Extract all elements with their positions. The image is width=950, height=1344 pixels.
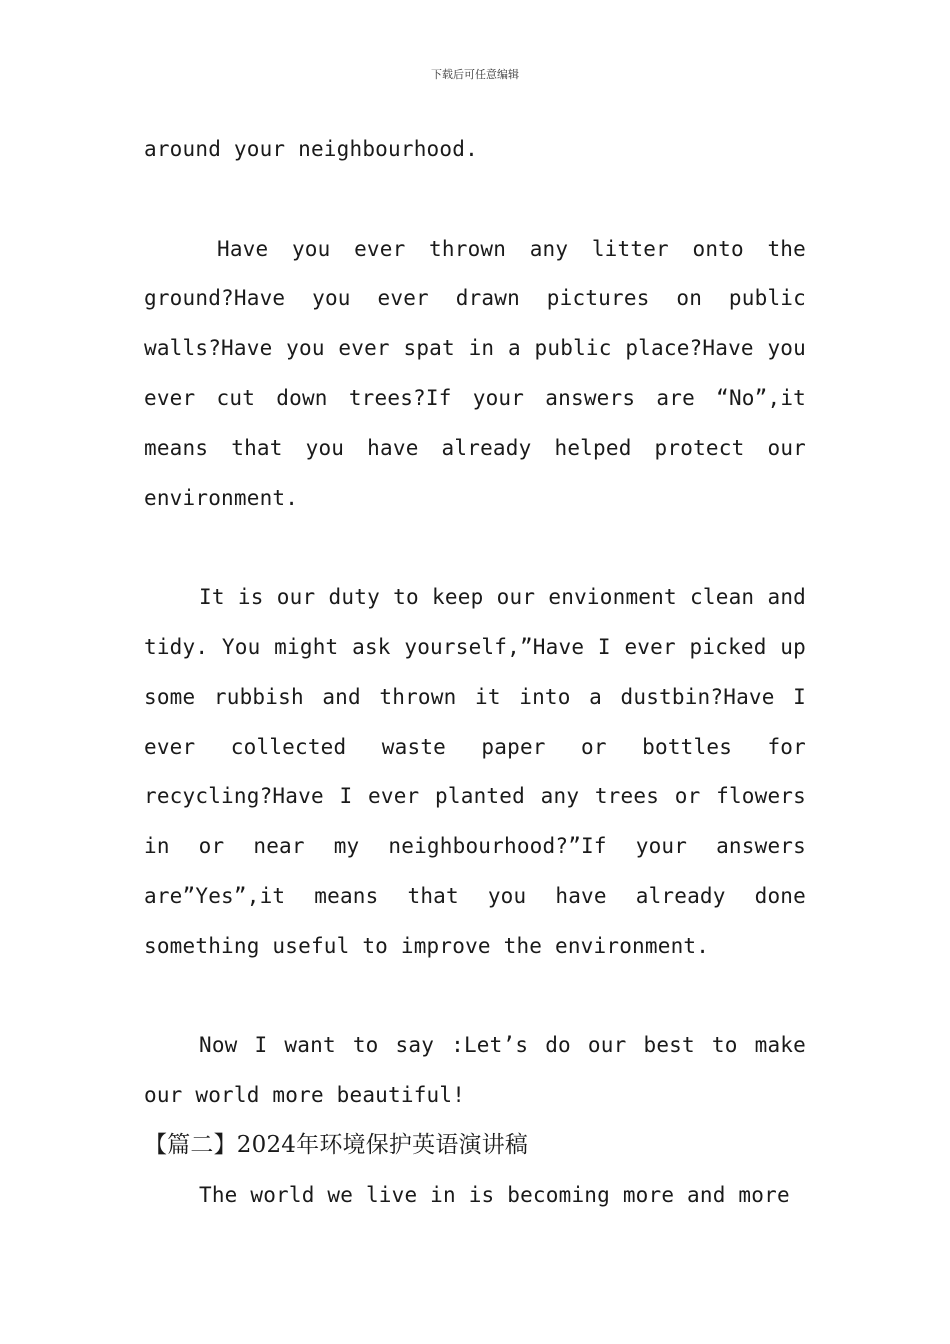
- paragraph-5: The world we live in is becoming more and more: [199, 1182, 790, 1207]
- section-heading: 【篇二】2024年环境保护英语演讲稿: [144, 1131, 529, 1158]
- paragraph-gap: [144, 523, 806, 573]
- paragraph-3: It is our duty to keep our envionment clean and tidy. You might ask yourself,”Have I ever picked up some rubbish and thrown it into a dustbin?Have I ever collected waste paper or bottles for recycling?Have I ever planted any trees or flowers in or near my neighbourhood?”If your answers are”Yes”,it means that you have already done something useful to improve the environment.: [144, 585, 806, 958]
- paragraph-gap: [144, 972, 806, 1022]
- page-header: 下载后可任意编辑: [431, 68, 519, 81]
- paragraph-4: Now I want to say :Let’s do our best to make our world more beautiful!: [144, 1033, 806, 1108]
- paragraph-1: around your neighbourhood.: [144, 137, 478, 161]
- document-body: [144, 125, 806, 1221]
- paragraph-gap: [144, 175, 806, 225]
- paragraph-2: Have you ever thrown any litter onto the ground?Have you ever drawn pictures on public walls?Have you ever spat in a public place?Have you ever cut down trees?If your answers are “No”,it means that you have already helped protect our environment.: [144, 236, 806, 510]
